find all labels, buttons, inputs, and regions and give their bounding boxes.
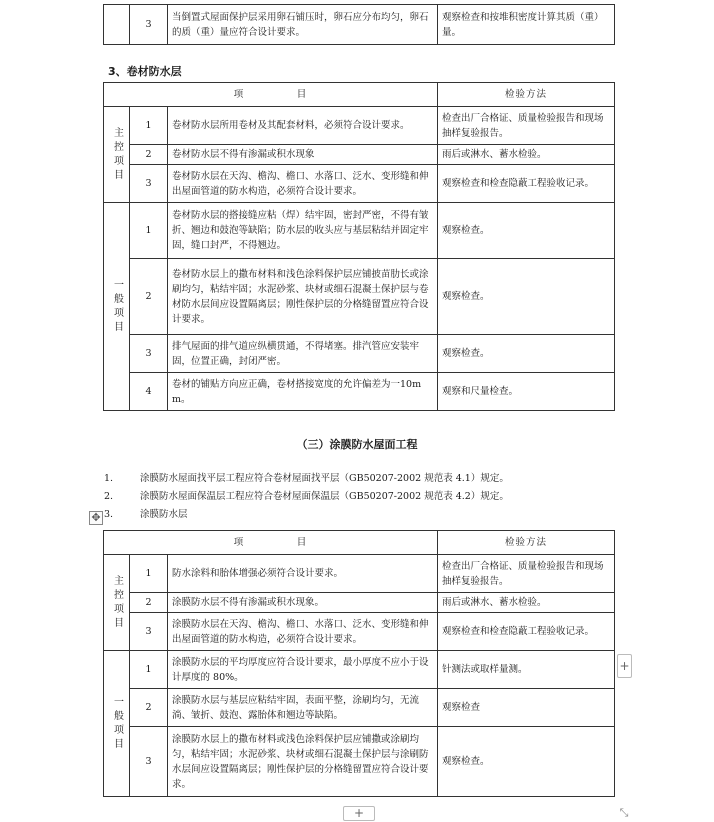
item-cell: 涂膜防水层上的撒布材料或浅色涂料保护层应铺撒或涂刷均匀，粘结牢固；水泥砂浆、块材或细石混凝土保护层与涂刷防水层间应设置隔离层；刚性保护层的分格缝留置应符合设计要求。 [168, 727, 438, 797]
list-text: 涂膜防水屋面找平层工程应符合卷材屋面找平层（GB50207-2002 规范表 4.1）规定。 [140, 473, 509, 484]
section-title-membrane: 3、卷材防水层 [108, 65, 182, 78]
rigid-layer-table-continued [103, 4, 615, 45]
method-cell: 观察和尺量检查。 [438, 373, 615, 411]
row-number: 2 [130, 593, 168, 613]
row-number: 3 [130, 613, 168, 651]
row-number: 1 [130, 203, 168, 259]
row-number: 3 [130, 165, 168, 203]
numbered-list [104, 470, 664, 524]
list-text: 涂膜防水层 [140, 509, 188, 520]
method-cell: 观察检查。 [438, 335, 615, 373]
method-cell: 观察检查和按堆积密度计算其质（重）量。 [438, 5, 615, 45]
table-row [104, 335, 615, 373]
item-cell: 排气屋面的排气道应纵横贯通，不得堵塞。排汽管应安装牢固，位置正确，封闭严密。 [168, 335, 438, 373]
header-item: 项 目 [104, 83, 438, 107]
list-item [104, 506, 664, 524]
table-row [104, 259, 615, 335]
method-cell: 检查出厂合格证、质量检验报告和现场抽样复验报告。 [438, 555, 615, 593]
row-number: 4 [130, 373, 168, 411]
method-cell: 观察检查。 [438, 203, 615, 259]
table-row [104, 5, 615, 45]
item-cell: 卷材的铺贴方向应正确，卷材搭接宽度的允许偏差为一10mm。 [168, 373, 438, 411]
table-row [104, 689, 615, 727]
header-method: 检验方法 [438, 531, 615, 555]
item-cell: 卷材防水层不得有渗漏或积水现象 [168, 145, 438, 165]
item-cell: 卷材防水层上的撒布材料和浅色涂料保护层应铺披苗肋长或涂刷均匀，粘结牢固；水泥砂浆、块材或细石混凝土保护层与卷材防水层间应设置隔离层；刚性保护层的分格缝留置应符合设计要求。 [168, 259, 438, 335]
row-number: 2 [130, 689, 168, 727]
row-number: 3 [130, 727, 168, 797]
row-number: 2 [130, 145, 168, 165]
coating-inspection-table [103, 530, 615, 797]
table-row [104, 107, 615, 145]
category-main-control: 主控项目 [104, 555, 130, 651]
table-row [104, 373, 615, 411]
method-cell: 检查出厂合格证、质量检验报告和现场抽样复验报告。 [438, 107, 615, 145]
table-header-row [104, 531, 615, 555]
item-cell: 涂膜防水层与基层应粘结牢固，表面平整，涂刷均匀，无流淌、皱折、鼓泡、露胎体和翘边等缺陷。 [168, 689, 438, 727]
category-general: 一般项目 [104, 203, 130, 411]
resize-icon[interactable]: ⤡ [619, 806, 629, 819]
table-row [104, 165, 615, 203]
table-cell-empty [104, 5, 130, 45]
table-row [104, 593, 615, 613]
row-number: 3 [130, 335, 168, 373]
section-title-coating: （三）涂膜防水屋面工程 [296, 438, 418, 451]
list-item [104, 470, 664, 488]
method-cell: 观察检查和检查隐蔽工程验收记录。 [438, 613, 615, 651]
category-main-control: 主控项目 [104, 107, 130, 203]
method-cell: 雨后或淋水、蓄水检验。 [438, 145, 615, 165]
item-cell: 卷材防水层所用卷材及其配套材料，必须符合设计要求。 [168, 107, 438, 145]
method-cell: 观察检查和检查隐蔽工程验收记录。 [438, 165, 615, 203]
method-cell: 观察检查。 [438, 259, 615, 335]
method-cell: 观察检查 [438, 689, 615, 727]
row-number: 3 [130, 5, 168, 45]
table-row [104, 727, 615, 797]
item-cell: 当倒置式屋面保护层采用卵石铺压时，卵石应分布均匀，卵石的质（重）量应符合设计要求。 [168, 5, 438, 45]
table-row [104, 613, 615, 651]
item-cell: 涂膜防水层不得有渗漏或积水现象。 [168, 593, 438, 613]
item-cell: 卷材防水层在天沟、檐沟、檐口、水落口、泛水、变形缝和伸出屋面管道的防水构造，必须符合设计要求。 [168, 165, 438, 203]
add-column-plus-icon[interactable]: + [617, 654, 632, 678]
item-cell: 防水涂料和胎体增强必须符合设计要求。 [168, 555, 438, 593]
row-number: 1 [130, 555, 168, 593]
row-number: 2 [130, 259, 168, 335]
table-row [104, 145, 615, 165]
table-header-row [104, 83, 615, 107]
list-item [104, 488, 664, 506]
header-item: 项 目 [104, 531, 438, 555]
add-row-plus-icon[interactable]: + [343, 806, 375, 821]
move-handle-icon[interactable]: ✥ [89, 511, 103, 525]
table-row [104, 555, 615, 593]
list-number: 2. [104, 491, 114, 502]
row-number: 1 [130, 107, 168, 145]
list-number: 3. [104, 509, 114, 520]
method-cell: 观察检查。 [438, 727, 615, 797]
row-number: 1 [130, 651, 168, 689]
list-text: 涂膜防水屋面保温层工程应符合卷材屋面保温层（GB50207-2002 规范表 4.2）规定。 [140, 491, 509, 502]
membrane-inspection-table [103, 82, 615, 411]
table-row [104, 651, 615, 689]
method-cell: 针测法或取样量测。 [438, 651, 615, 689]
item-cell: 涂膜防水层在天沟、檐沟、檐口、水落口、泛水、变形缝和伸出屋面管道的防水构造，必须符合设计要求。 [168, 613, 438, 651]
category-general: 一般项目 [104, 651, 130, 797]
method-cell: 雨后或淋水、蓄水检验。 [438, 593, 615, 613]
table-row [104, 203, 615, 259]
item-cell: 涂膜防水层的平均厚度应符合设计要求，最小厚度不应小于设计厚度的 80%。 [168, 651, 438, 689]
list-number: 1. [104, 473, 114, 484]
item-cell: 卷材防水层的搭接缝应粘（焊）结牢固，密封严密，不得有皱折、翘边和鼓泡等缺陷；防水层的收头应与基层粘结并固定牢固，缝口封严，不得翘边。 [168, 203, 438, 259]
header-method: 检验方法 [438, 83, 615, 107]
